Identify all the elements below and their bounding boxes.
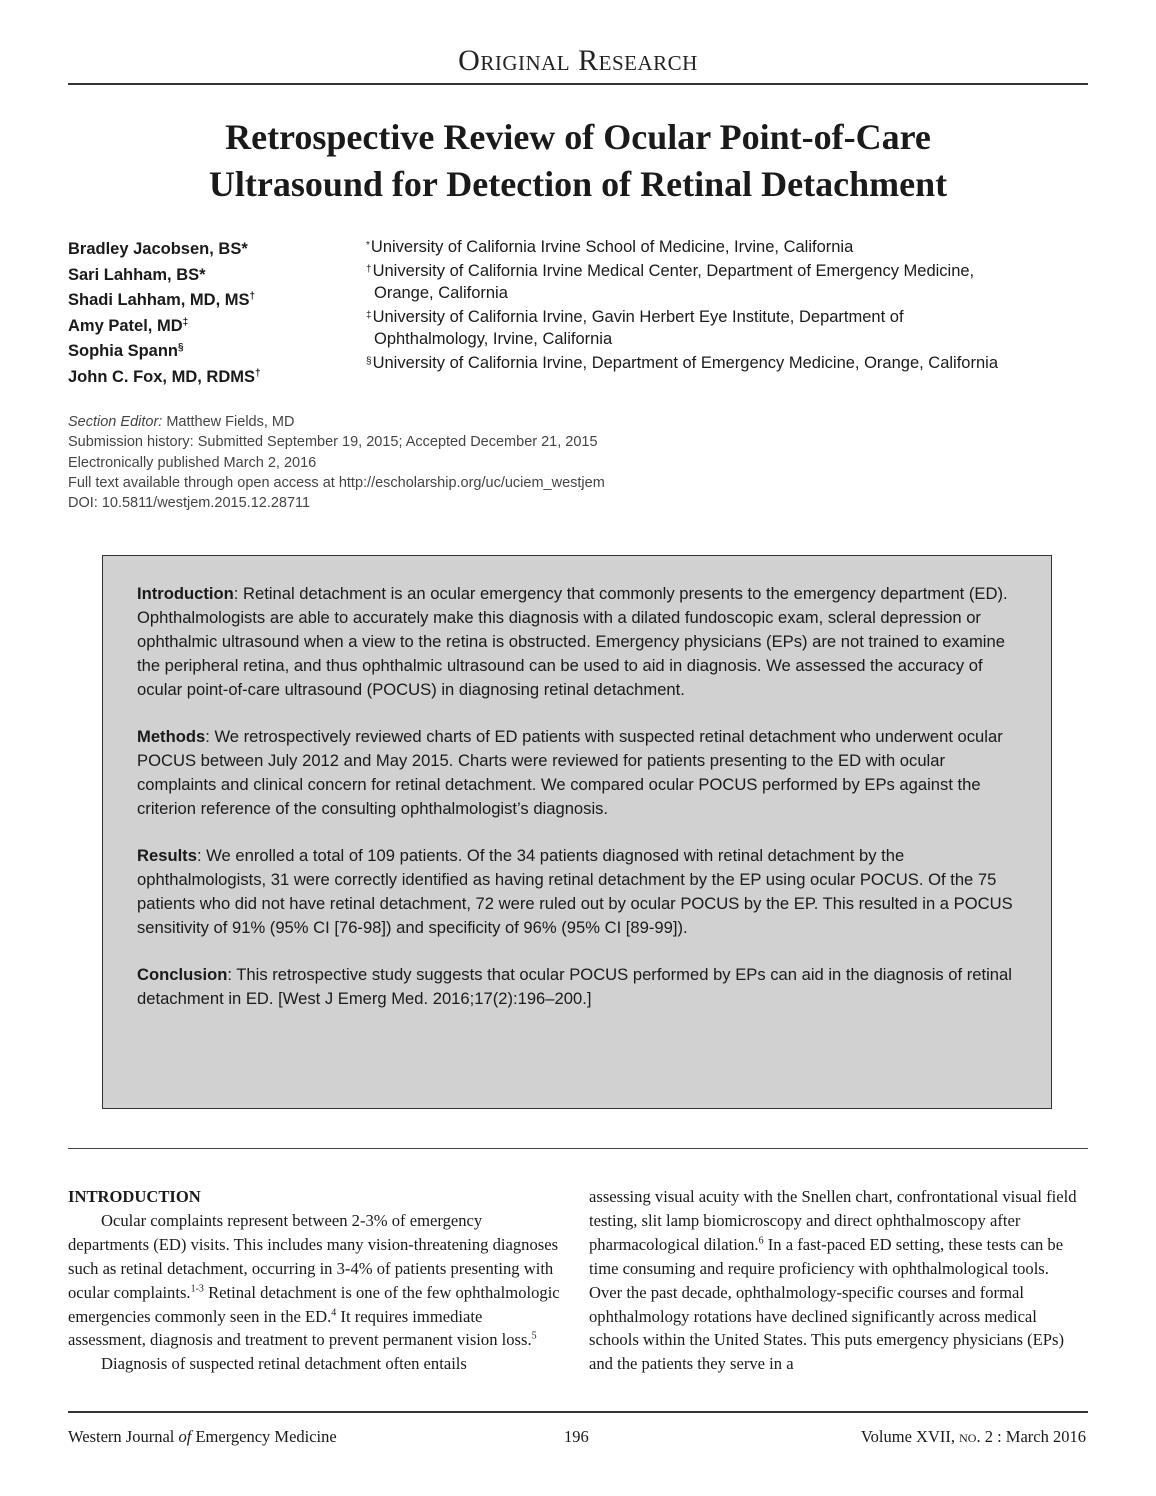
section-header: Original Research xyxy=(458,44,698,77)
citation-ref[interactable]: 1-3 xyxy=(190,1283,204,1295)
author-list xyxy=(68,235,261,389)
body-paragraph: assessing visual acuity with the Snellen chart, confrontational visual field testing, slit lamp biomicroscopy and direct ophthalmoscopy after pharmacological dilation.$^6$ In a fast-paced ED setting, these tests can be time consuming and require proficiency with ophthalmological tools. Over the past decade, ophthalmology-specific courses and formal ophthalmology rotations have declined significantly across medical schools within the United States. This puts emergency physicians (EPs) and the patients they serve in a xyxy=(589,1187,1077,1374)
section-divider xyxy=(68,1148,1088,1149)
abstract-box xyxy=(102,555,1052,1109)
section-heading-introduction: INTRODUCTION xyxy=(68,1187,201,1206)
publication-date: Electronically published March 2, 2016 xyxy=(68,454,317,471)
affiliation: †University of California Irvine Medical Center, Department of Emergency Medicine, xyxy=(366,261,975,280)
body-column-left xyxy=(68,1185,564,1376)
affiliation: *University of California Irvine School of Medicine, Irvine, California xyxy=(366,238,854,256)
title-line-2: Ultrasound for Detection of Retinal Detachment xyxy=(208,164,948,204)
doi[interactable]: DOI: 10.5811/westjem.2015.12.28711 xyxy=(68,495,311,512)
footer-volume: Volume XVII, no. 2 : March 2016 xyxy=(860,1427,1086,1446)
footer-page-number: 196 xyxy=(564,1427,589,1446)
abstract-results: Results: We enrolled a total of 109 patients. Of the 34 patients diagnosed with retinal detachment by the ophthalmologists, 31 were correctly identified as having retinal detachment by the EP using ocular POCUS. Of the 75 patients who did not have retinal detachment, 72 were ruled out by ocular POCUS by the EP. This resulted in a POCUS sensitivity of 91% (95% CI [76-98]) and specificity of 96% (95% CI [89-99]). xyxy=(137,846,1013,937)
citation-ref[interactable]: 6 xyxy=(758,1235,764,1247)
author-name: John C. Fox, MD, RDMS† xyxy=(68,367,261,386)
header-rule xyxy=(68,83,1088,85)
affiliation-continued: Ophthalmology, Irvine, California xyxy=(374,330,613,349)
author-name: Bradley Jacobsen, BS* xyxy=(68,240,248,258)
abstract-introduction: Introduction: Retinal detachment is an ocular emergency that commonly presents to the emergency department (ED). Ophthalmologists are able to accurately make this diagnosis with a dilated fundoscopic exam, scleral depression or ophthalmic ultrasound when a view to the retina is obstructed. Emergency physicians (EPs) are not trained to examine the peripheral retina, and thus ophthalmic ultrasound can be used to aid in diagnosis. We assessed the accuracy of ocular point-of-care ultrasound (POCUS) in diagnosing retinal detachment. xyxy=(137,584,1008,699)
abstract-conclusion: Conclusion: This retrospective study suggests that ocular POCUS performed by EPs can aid in the diagnosis of retinal detachment in ED. [West J Emerg Med. 2016;17(2):196–200.] xyxy=(137,965,1012,1009)
affiliation-continued: Orange, California xyxy=(374,284,508,303)
author-name: Sophia Spann§ xyxy=(68,342,184,361)
body-paragraph: Ocular complaints represent between 2-3% of emergency departments (ED) visits. This includes many vision-threatening diagnoses such as retinal detachment, occurring in 3-4% of patients presenting with ocular complaints.$^{1-3}$ Retinal detachment is one of the few ophthalmologic emergencies commonly seen in the ED.$^4$ It requires immediate assessment, diagnosis and treatment to prevent permanent vision loss.$^5$ xyxy=(68,1210,560,1350)
citation-ref[interactable]: 5 xyxy=(531,1330,537,1342)
author-name: Amy Patel, MD‡ xyxy=(68,316,189,335)
affiliation: §University of California Irvine, Department of Emergency Medicine, Orange, California xyxy=(366,353,998,372)
title-line-1: Retrospective Review of Ocular Point-of-Care xyxy=(225,117,931,157)
affiliation-list xyxy=(366,235,1086,375)
citation-ref[interactable]: 4 xyxy=(331,1307,337,1318)
submission-history: Submission history: Submitted September 19, 2015; Accepted December 21, 2015 xyxy=(68,434,598,451)
footer-journal: Western Journal of Emergency Medicine xyxy=(68,1427,337,1446)
affiliation: ‡University of California Irvine, Gavin Herbert Eye Institute, Department of xyxy=(366,307,904,326)
author-name: Shadi Lahham, MD, MS† xyxy=(68,291,256,310)
abstract-methods: Methods: We retrospectively reviewed charts of ED patients with suspected retinal detachment who underwent ocular POCUS between July 2012 and May 2015. Charts were reviewed for patients presenting to the ED with ocular complaints and clinical concern for retinal detachment. We compared ocular POCUS performed by EPs against the criterion reference of the consulting ophthalmologist’s diagnosis. xyxy=(137,727,1003,818)
section-editor: Section Editor: Matthew Fields, MD xyxy=(68,414,295,430)
article-metadata xyxy=(68,412,605,513)
author-name: Sari Lahham, BS* xyxy=(68,265,206,284)
body-paragraph: Diagnosis of suspected retinal detachment often entails xyxy=(101,1354,467,1374)
fulltext-link[interactable]: Full text available through open access at http://escholarship.org/uc/uciem_westjem xyxy=(68,474,605,491)
paper-title xyxy=(68,114,1088,208)
body-column-right xyxy=(589,1185,1086,1376)
footer-rule xyxy=(68,1411,1088,1413)
